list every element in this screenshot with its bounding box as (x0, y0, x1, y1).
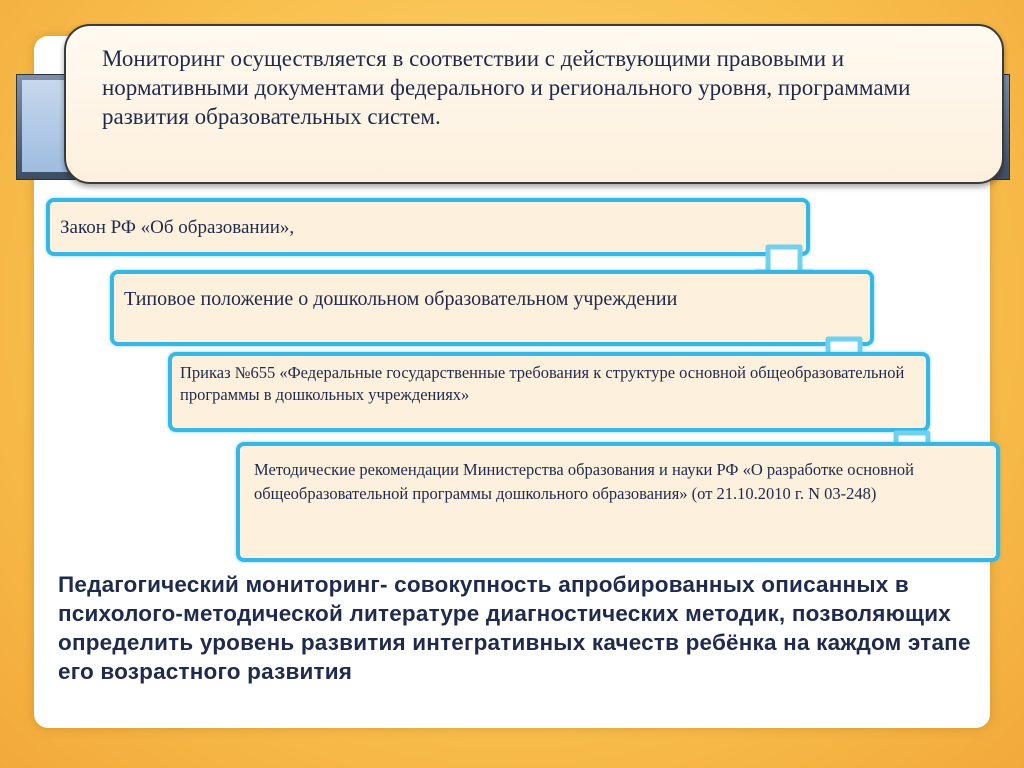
step-recommendations (236, 442, 1000, 562)
step-law-text: Закон РФ «Об образовании», (60, 217, 295, 238)
header-box (64, 24, 1004, 184)
step-recommendations-text: Методические рекомендации Министерства образования и науки РФ «О разработке основной общеобразовательной программы дошкольного образования» (от 21.10.2010 г. N 03-248) (254, 460, 914, 503)
definition-text: Педагогический мониторинг- совокупность апробированных описанных в психолого-методической литературе диагностических методик, позволяющих определить уровень развития интегративных качеств ребёнка на каждом этапе его возрастного развития (58, 572, 971, 684)
step-regulation (110, 270, 874, 346)
header-text: Мониторинг осуществляется в соответствии с действующими правовыми и нормативными документами федерального и регионального уровня, программами развития образовательных систем. (102, 46, 911, 129)
step-regulation-text: Типовое положение о дошкольном образовательном учреждении (124, 288, 678, 310)
step-law (46, 198, 810, 256)
step-order (168, 352, 930, 432)
step-order-text: Приказ №655 «Федеральные государственные требования к структуре основной общеобразовательной программы в дошкольных учреждениях» (180, 363, 905, 404)
